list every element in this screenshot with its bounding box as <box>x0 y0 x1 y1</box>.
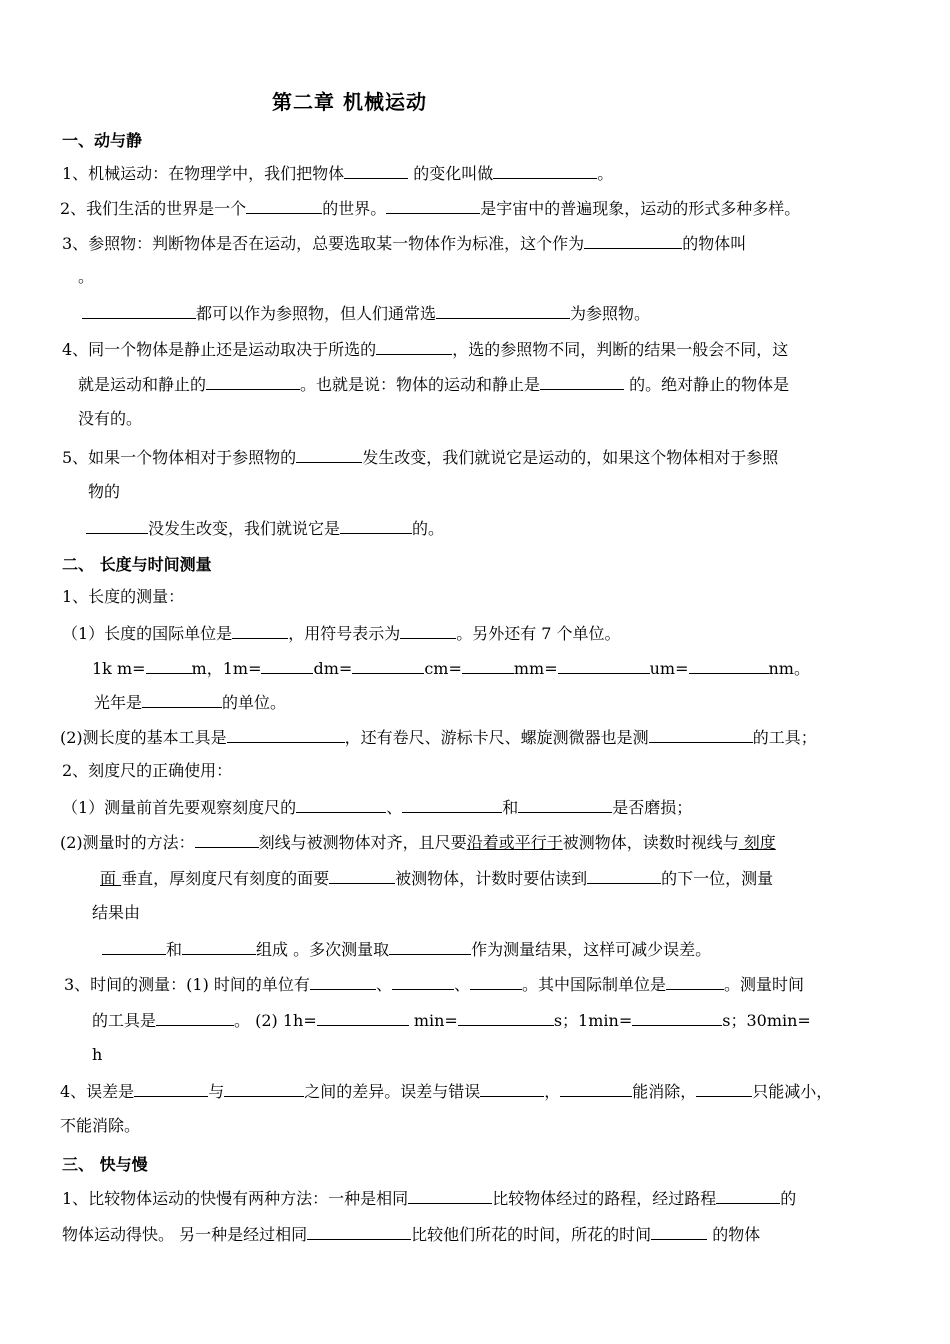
blank-field[interactable] <box>408 1186 492 1204</box>
blank-field[interactable] <box>518 795 612 813</box>
text-line: 1k m= m，1m= dm= cm= mm= um= nm。 <box>92 656 810 680</box>
blank-field[interactable] <box>540 372 624 390</box>
blank-field[interactable] <box>376 337 452 355</box>
blank-field[interactable] <box>470 972 522 990</box>
blank-field[interactable] <box>584 231 682 249</box>
blank-field[interactable] <box>195 830 259 848</box>
blank-field[interactable] <box>436 301 570 319</box>
blank-field[interactable] <box>317 1008 409 1026</box>
text-line: 3、参照物：判断物体是否在运动，总要选取某一物体作为标准，这个作为 的物体叫 <box>62 231 746 255</box>
blank-field[interactable] <box>310 972 376 990</box>
text-line: 结果由 <box>92 903 141 922</box>
page-title: 第二章 机械运动 <box>272 90 427 114</box>
blank-field[interactable] <box>389 937 471 955</box>
blank-field[interactable] <box>329 866 395 884</box>
blank-field[interactable] <box>232 621 288 639</box>
text-line: 5、如果一个物体相对于参照物的 发生改变，我们就说它是运动的，如果这个物体相对于参照 <box>62 445 778 469</box>
text-line: 面 垂直，厚刻度尺有刻度的面要 被测物体，计数时要估读到 的下一位，测量 <box>100 866 773 890</box>
blank-field[interactable] <box>666 972 724 990</box>
text-line: h <box>92 1045 103 1064</box>
blank-field[interactable] <box>227 725 345 743</box>
blank-field[interactable] <box>224 1079 304 1097</box>
blank-field[interactable] <box>146 656 192 674</box>
blank-field[interactable] <box>632 1008 722 1026</box>
text-line: 。 <box>78 267 95 286</box>
blank-field[interactable] <box>182 937 256 955</box>
blank-field[interactable] <box>307 1222 411 1240</box>
text-line: 物的 <box>88 482 121 501</box>
blank-field[interactable] <box>82 301 196 319</box>
text-line: 4、误差是 与 之间的差异。误差与错误 ， 能消除， 只能减小， <box>60 1079 832 1103</box>
blank-field[interactable] <box>587 866 661 884</box>
text-line: 1、长度的测量： <box>62 587 185 606</box>
text-line: 没发生改变，我们就说它是 的。 <box>86 516 444 540</box>
text-line: 3、时间的测量：(1) 时间的单位有 、 、 。其中国际制单位是 。测量时间 <box>64 972 804 996</box>
text-line: (2)测长度的基本工具是 ，还有卷尺、游标卡尺、螺旋测微器也是测 的工具； <box>60 725 817 749</box>
blank-field[interactable] <box>142 690 222 708</box>
blank-field[interactable] <box>352 656 424 674</box>
blank-field[interactable] <box>560 1079 632 1097</box>
blank-field[interactable] <box>696 1079 752 1097</box>
blank-field[interactable] <box>246 196 322 214</box>
blank-field[interactable] <box>344 161 408 179</box>
blank-field[interactable] <box>649 725 753 743</box>
blank-field[interactable] <box>400 621 456 639</box>
blank-field[interactable] <box>689 656 769 674</box>
blank-field[interactable] <box>402 795 502 813</box>
text-line: 光年是 的单位。 <box>94 690 286 714</box>
text-line: 不能消除。 <box>60 1116 141 1135</box>
blank-field[interactable] <box>480 1079 544 1097</box>
section-heading-motion-rest: 一、动与静 <box>62 131 143 150</box>
blank-field[interactable] <box>458 1008 554 1026</box>
section-heading-length-time: 二、 长度与时间测量 <box>62 555 212 574</box>
blank-field[interactable] <box>86 516 148 534</box>
text-line: （1）测量前首先要观察刻度尺的 、 和 是否磨损； <box>62 795 692 819</box>
blank-field[interactable] <box>261 656 313 674</box>
text-line: （1）长度的国际单位是 ，用符号表示为 。另外还有 7 个单位。 <box>62 621 621 645</box>
blank-field[interactable] <box>392 972 454 990</box>
text-line: 2、刻度尺的正确使用： <box>62 761 233 780</box>
text-line: 1、机械运动：在物理学中，我们把物体 的变化叫做 。 <box>62 161 613 185</box>
blank-field[interactable] <box>462 656 514 674</box>
text-line: 的工具是 。 (2) 1h= min= s；1min= s；30min= <box>92 1008 811 1032</box>
blank-field[interactable] <box>134 1079 208 1097</box>
text-line: 4、同一个物体是静止还是运动取决于所选的 ，选的参照物不同，判断的结果一般会不同，这 <box>62 337 788 361</box>
blank-field[interactable] <box>206 372 300 390</box>
text-line: 都可以作为参照物，但人们通常选 为参照物。 <box>82 301 650 325</box>
blank-field[interactable] <box>493 161 597 179</box>
blank-field[interactable] <box>651 1222 707 1240</box>
text-line: 1、比较物体运动的快慢有两种方法：一种是相同 比较物体经过的路程，经过路程 的 <box>62 1186 796 1210</box>
blank-field[interactable] <box>386 196 480 214</box>
blank-field[interactable] <box>716 1186 780 1204</box>
text-line: 物体运动得快。 另一种是经过相同 比较他们所花的时间，所花的时间 的物体 <box>62 1222 760 1246</box>
text-line: 没有的。 <box>78 409 143 428</box>
text-line: 就是运动和静止的 。也就是说：物体的运动和静止是 的。绝对静止的物体是 <box>78 372 789 396</box>
text-line: 和 组成 。多次测量取 作为测量结果，这样可减少误差。 <box>102 937 711 961</box>
text-line: 2、我们生活的世界是一个 的世界。 是宇宙中的普遍现象，运动的形式多种多样。 <box>60 196 800 220</box>
blank-field[interactable] <box>340 516 412 534</box>
blank-field[interactable] <box>558 656 650 674</box>
blank-field[interactable] <box>102 937 166 955</box>
blank-field[interactable] <box>296 795 386 813</box>
blank-field[interactable] <box>296 445 362 463</box>
section-heading-fast-slow: 三、 快与慢 <box>62 1155 148 1174</box>
blank-field[interactable] <box>156 1008 234 1026</box>
text-line: (2)测量时的方法： 刻线与被测物体对齐，且尺要沿着或平行于被测物体，读数时视线与 刻度 <box>60 830 776 854</box>
